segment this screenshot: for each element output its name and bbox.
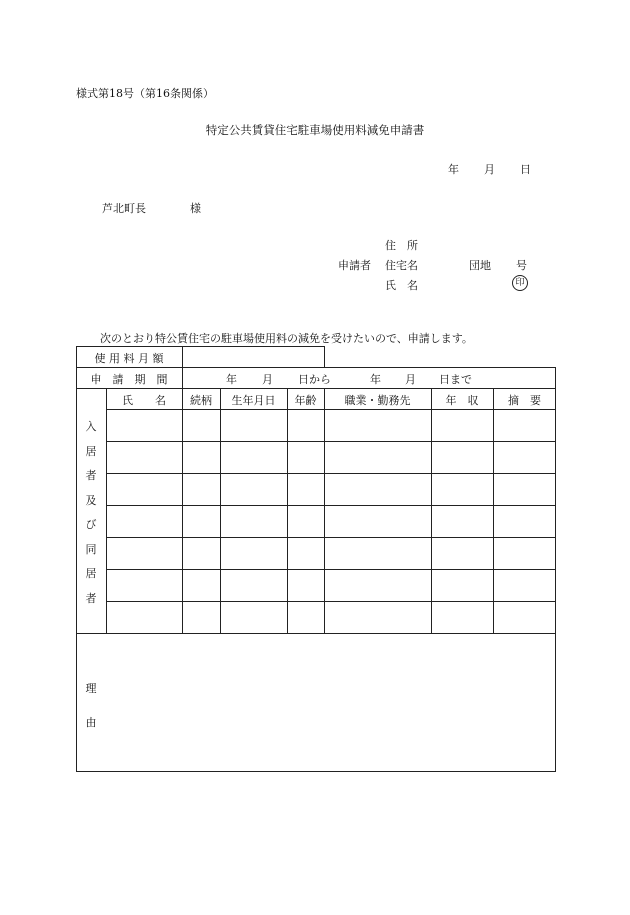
form-number: 様式第18号（第16条関係） <box>76 87 214 100</box>
reason-field[interactable] <box>107 634 555 771</box>
header-age: 年齢 <box>294 394 317 407</box>
header-relation: 続柄 <box>190 394 212 407</box>
addressee-name: 芦北町長 <box>102 202 146 215</box>
applicant-name-label: 氏 名 <box>385 279 418 292</box>
date-day-label: 日 <box>520 163 531 176</box>
document-title: 特定公共賃貸住宅駐車場使用料減免申請書 <box>205 123 425 137</box>
monthly-fee-label: 使 用 料 月 額 <box>94 352 164 365</box>
applicant-go-label: 号 <box>516 259 527 272</box>
period-divider <box>182 367 183 388</box>
period-from-month: 月 <box>262 373 273 386</box>
header-name: 氏 名 <box>122 394 166 407</box>
addressee-honorific: 様 <box>190 202 201 215</box>
row-line-3 <box>106 473 556 474</box>
reason-label-char-1: 理 <box>85 682 97 695</box>
resident-label-char: 居 <box>85 567 97 580</box>
col-line-income <box>493 388 494 633</box>
period-from-year: 年 <box>226 373 237 386</box>
period-from-day: 日から <box>298 373 331 386</box>
row-line-2 <box>106 441 556 442</box>
row-line-6 <box>106 569 556 570</box>
addressee <box>102 200 201 216</box>
row-line-5 <box>106 537 556 538</box>
date-month-label: 月 <box>484 163 495 176</box>
row-line-1 <box>106 409 556 410</box>
resident-label-char: 者 <box>85 469 97 482</box>
period-to-month: 月 <box>405 373 416 386</box>
applicant-label: 申請者 <box>338 259 371 272</box>
col-line-relation <box>220 388 221 633</box>
col-line-birth <box>287 388 288 633</box>
applicant-address-label: 住 所 <box>385 239 418 252</box>
period-to-day: 日まで <box>439 373 472 386</box>
header-remarks: 摘 要 <box>508 394 541 407</box>
row-line-7 <box>106 601 556 602</box>
period-to-year: 年 <box>370 373 381 386</box>
monthly-fee-field[interactable] <box>183 347 324 367</box>
col-line-occupation <box>431 388 432 633</box>
resident-label-char: 居 <box>85 444 97 458</box>
reason-label-char-2: 由 <box>85 716 97 729</box>
resident-label-char: 入 <box>85 420 97 433</box>
row-line-4 <box>106 505 556 506</box>
resident-label-char: 者 <box>85 591 97 605</box>
resident-label-char: 及 <box>85 493 97 507</box>
col-line-label <box>106 388 107 633</box>
header-income: 年 収 <box>445 394 479 407</box>
header-occupation: 職業・勤務先 <box>344 394 411 407</box>
application-statement: 次のとおり特公賃住宅の駐車場使用料の減免を受けたいので、申請します。 <box>100 332 473 345</box>
seal-mark: 印 <box>512 275 528 291</box>
applicant-residence-label: 住宅名 <box>385 259 418 272</box>
period-label: 申 請 期 間 <box>90 373 168 386</box>
col-line-age <box>324 388 325 633</box>
applicant-danchi-label: 団地 <box>469 259 491 272</box>
header-birthdate: 生年月日 <box>231 394 276 407</box>
col-line-name <box>182 388 183 633</box>
row-line-header-top <box>76 388 556 389</box>
resident-label-char: 同 <box>85 542 97 556</box>
resident-label-char: び <box>85 518 97 531</box>
resident-section-label <box>76 415 106 611</box>
date-line <box>448 161 531 177</box>
date-year-label: 年 <box>448 163 459 176</box>
